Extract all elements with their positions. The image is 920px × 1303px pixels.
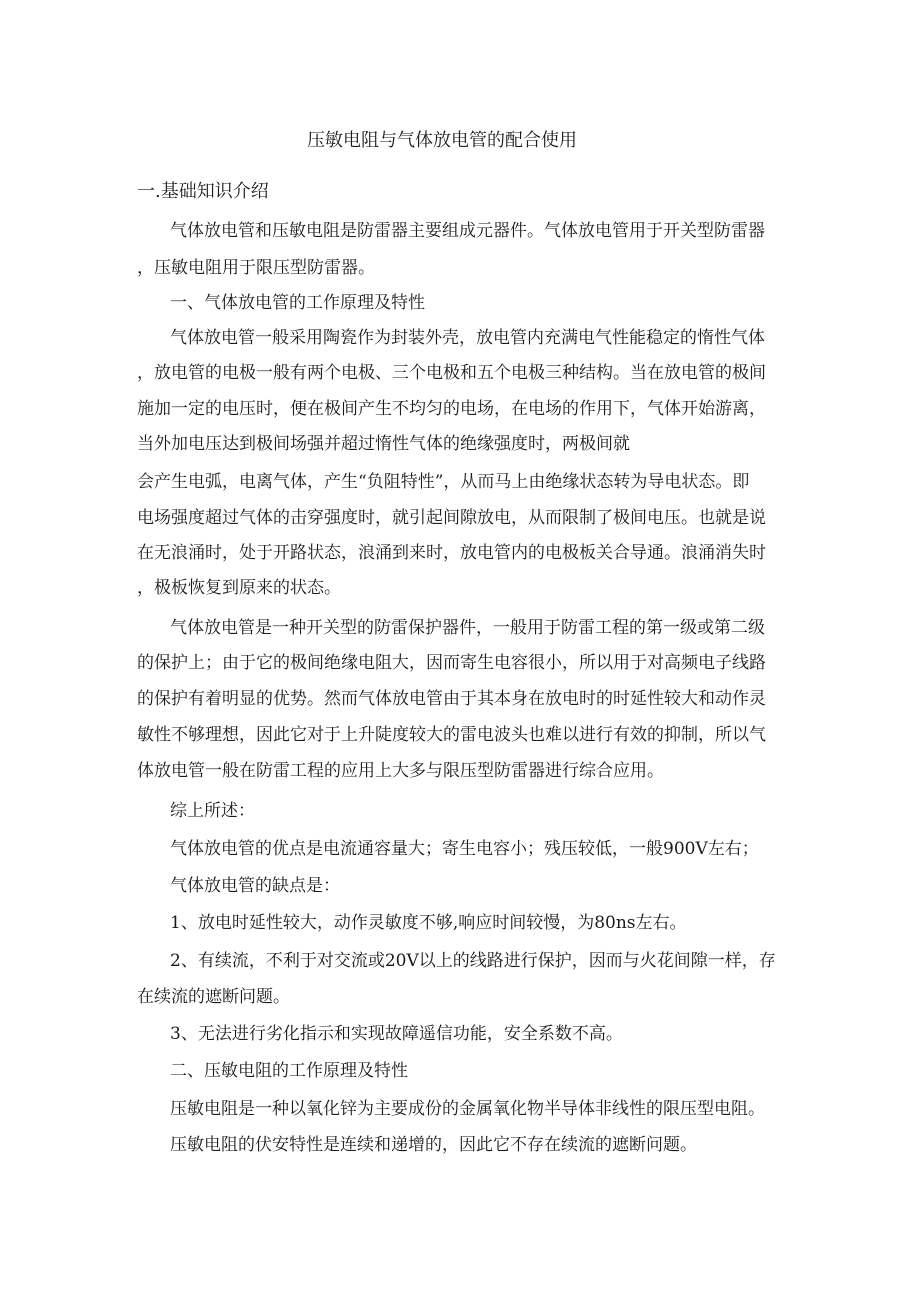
paragraph-line: 会产生电弧，电离气体，产生“负阻特性”，从而马上由绝缘状态转为导电状态。即 — [137, 472, 750, 492]
subsection-heading-gas-tube: 一、气体放电管的工作原理及特性 — [170, 293, 425, 313]
paragraph-line: ，极板恢复到原来的状态。 — [137, 578, 341, 598]
paragraph-line: 当外加电压达到极间场强并超过惰性气体的绝缘强度时，两极间就 — [137, 434, 630, 454]
disadvantage-item-2-continued: 在续流的遮断问题。 — [137, 987, 290, 1007]
paragraph-line: 气体放电管是一种开关型的防雷保护器件，一般用于防雷工程的第一级或第二级 — [170, 618, 765, 638]
disadvantages-label: 气体放电管的缺点是： — [170, 876, 340, 896]
advantages-line: 气体放电管的优点是电流通容量大；寄生电容小；残压较低，一般900V左右； — [170, 839, 759, 859]
summary-label: 综上所述： — [170, 801, 255, 821]
document-title: 压敏电阻与气体放电管的配合使用 — [307, 130, 577, 151]
paragraph-line: ，放电管的电极一般有两个电极、三个电极和五个电极三种结构。当在放电管的极间 — [137, 363, 766, 383]
paragraph-line: 电场强度超过气体的击穿强度时，就引起间隙放电，从而限制了极间电压。也就是说 — [137, 508, 766, 528]
paragraph-line: 压敏电阻的伏安特性是连续和递增的，因此它不存在续流的遮断问题。 — [170, 1135, 697, 1155]
paragraph-line: 气体放电管和压敏电阻是防雷器主要组成元器件。气体放电管用于开关型防雷器 — [170, 221, 765, 241]
paragraph-line: 体放电管一般在防雷工程的应用上大多与限压型防雷器进行综合应用。 — [137, 761, 664, 781]
paragraph-line: 在无浪涌时，处于开路状态，浪涌到来时，放电管内的电极板关合导通。浪涌消失时 — [137, 543, 766, 563]
disadvantage-item-3: 3、无法进行劣化指示和实现故障遥信功能，安全系数不高。 — [170, 1024, 623, 1044]
paragraph-line: 的保护上；由于它的极间绝缘电阻大，因而寄生电容很小，所以用于对高频电子线路 — [137, 653, 766, 673]
paragraph-line: 气体放电管一般采用陶瓷作为封装外壳，放电管内充满电气性能稳定的惰性气体 — [170, 328, 765, 348]
paragraph-line: 的保护有着明显的优势。然而气体放电管由于其本身在放电时的时延性较大和动作灵 — [137, 689, 766, 709]
paragraph-line: 敏性不够理想，因此它对于上升陡度较大的雷电波头也难以进行有效的抑制，所以气 — [137, 725, 766, 745]
paragraph-line: 施加一定的电压时，便在极间产生不均匀的电场，在电场的作用下，气体开始游离， — [137, 399, 766, 419]
disadvantage-item-1: 1、放电时延性较大，动作灵敏度不够,响应时间较慢，为80ns左右。 — [170, 913, 687, 933]
subsection-heading-varistor: 二、压敏电阻的工作原理及特性 — [170, 1061, 408, 1081]
paragraph-line: 压敏电阻是一种以氧化锌为主要成份的金属氧化物半导体非线性的限压型电阻。 — [170, 1099, 765, 1119]
paragraph-line: ，压敏电阻用于限压型防雷器。 — [137, 258, 375, 278]
section-heading-basics: 一.基础知识介绍 — [137, 181, 269, 202]
disadvantage-item-2: 2、有续流，不利于对交流或20V以上的线路进行保护，因而与火花间隙一样，存 — [170, 951, 776, 971]
